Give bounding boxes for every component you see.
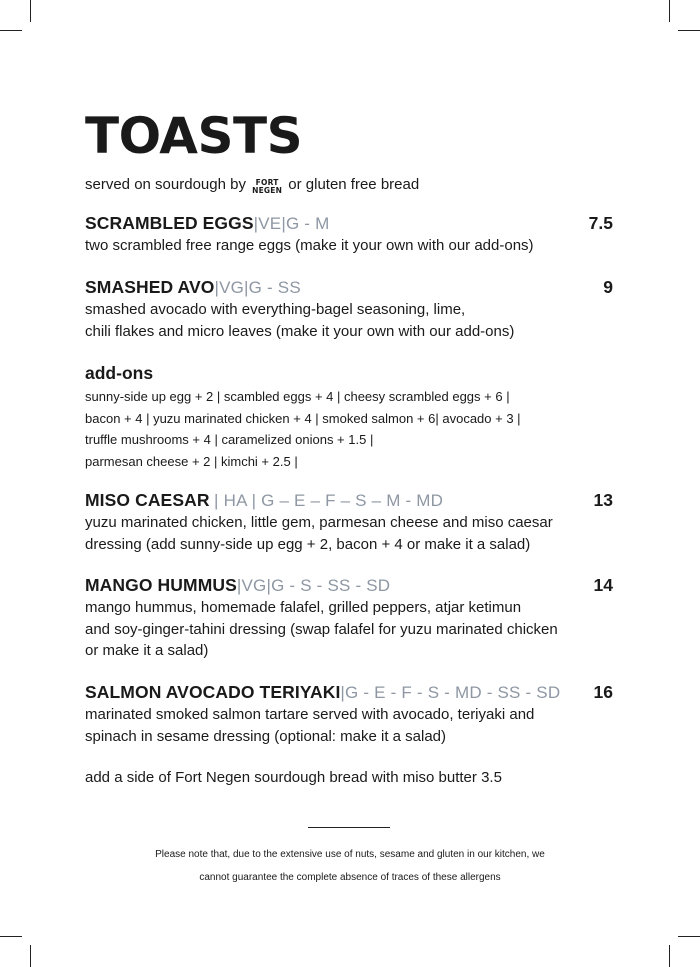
menu-item-salmon-avocado-teriyaki [85,680,613,747]
crop-mark [678,30,700,31]
menu-item-name: SMASHED AVO [85,277,215,297]
menu-item-description: mango hummus, homemade falafel, grilled peppers, atjar ketimun and soy-ginger-tahini dressing (swap falafel for yuzu marinated chicken or make it a salad) [85,599,558,659]
addons-line: parmesan cheese + 2 | kimchi + 2.5 | [85,453,298,469]
allergen-disclaimer-line: cannot guarantee the complete absence of traces of these allergens [199,872,501,883]
menu-item-price: 14 [593,575,613,595]
crop-mark [30,945,31,967]
allergen-disclaimer-line: Please note that, due to the extensive use of nuts, sesame and gluten in our kitchen, we [155,849,545,860]
side-note: add a side of Fort Negen sourdough bread with miso butter 3.5 [85,769,502,786]
menu-item-name: SCRAMBLED EGGS [85,213,254,233]
menu-item-scrambled-eggs [85,211,613,257]
addons-list [85,386,605,472]
page-title: TOASTS [85,107,303,165]
menu-item-price: 16 [593,682,613,702]
menu-item-tags: |VG|G - SS [214,278,301,297]
menu-item-name: SALMON AVOCADO TERIYAKI [85,682,341,702]
addons-line: bacon + 4 | yuzu marinated chicken + 4 | smoked salmon + 6| avocado + 3 | [85,410,521,426]
menu-item-name: MISO CAESAR [85,490,210,510]
menu-item-smashed-avo [85,275,613,342]
menu-item-name: MANGO HUMMUS [85,575,237,595]
subtitle-text-before: served on sourdough by [85,176,246,193]
menu-item-header [85,680,613,704]
menu-item-description: yuzu marinated chicken, little gem, parmesan cheese and miso caesar dressing (add sunny-side up egg + 2, bacon + 4 or make it a salad) [85,514,553,553]
crop-mark [678,936,700,937]
crop-mark [0,30,22,31]
menu-item-miso-caesar [85,488,613,555]
menu-item-tags: |VE|G - M [253,214,330,233]
menu-item-description: two scrambled free range eggs (make it your own with our add-ons) [85,237,534,254]
menu-item-price: 13 [593,490,613,510]
menu-item-header [85,573,613,597]
menu-item-tags: |G - E - F - S - MD - SS - SD [340,683,561,702]
fort-negen-logo: FORT NEGEN [252,178,283,195]
menu-item-tags: |VG|G - S - SS - SD [236,576,391,595]
menu-item-description: marinated smoked salmon tartare served with avocado, teriyaki and spinach in sesame dressing (optional: make it a salad) [85,706,535,745]
crop-mark [0,936,22,937]
addons-line: truffle mushrooms + 4 | caramelized onions + 1.5 | [85,432,374,447]
menu-item-header [85,275,613,299]
addons-line: sunny-side up egg + 2 | scambled eggs + 4 | cheesy scrambled eggs + 6 | [85,389,510,404]
crop-mark [669,945,670,967]
menu-item-mango-hummus [85,573,613,662]
divider [308,827,390,828]
addons-title: add-ons [85,363,154,383]
menu-item-price: 9 [603,277,613,297]
menu-item-description: smashed avocado with everything-bagel seasoning, lime, chili flakes and micro leaves (make it your own with our add-ons) [85,301,515,340]
crop-mark [669,0,670,22]
subtitle-text-after: or gluten free bread [288,176,420,193]
menu-item-price: 7.5 [588,213,613,233]
menu-item-header [85,211,613,235]
menu-item-tags: | HA | G – E – F – S – M - MD [214,491,444,510]
page-subtitle [85,175,419,195]
crop-mark [30,0,31,22]
menu-item-header [85,488,613,512]
